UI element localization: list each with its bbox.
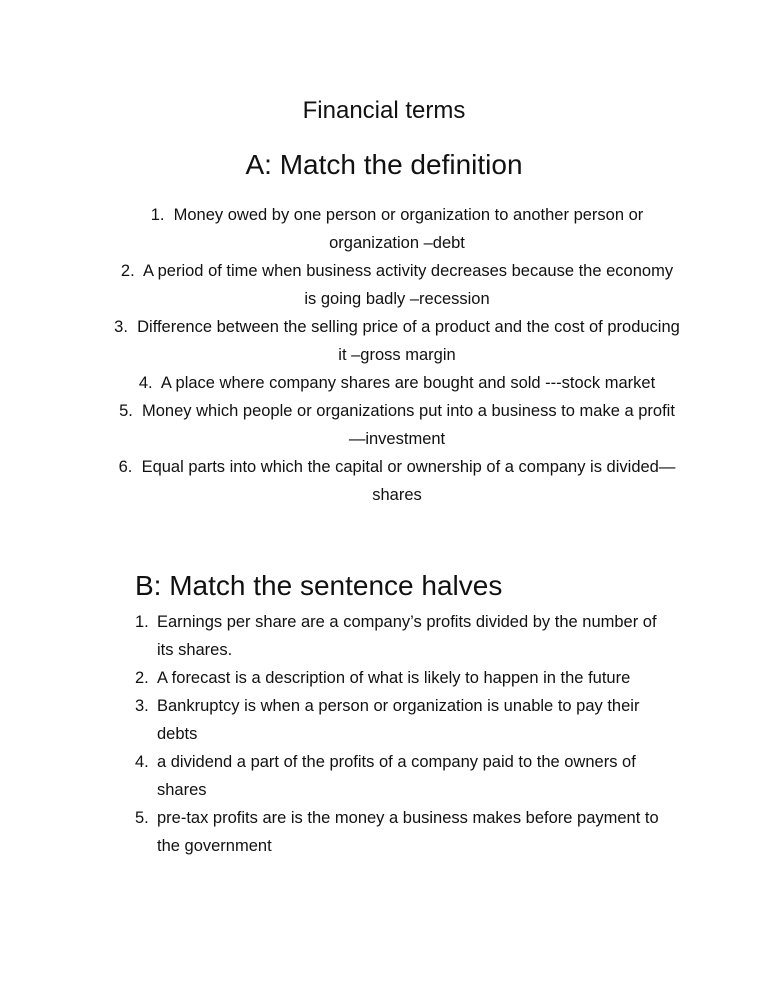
sentence-item xyxy=(135,608,675,664)
item-text: Equal parts into which the capital or ownership of a company is divided—shares xyxy=(141,458,676,504)
item-number: 1. xyxy=(135,613,149,631)
item-text: A forecast is a description of what is likely to happen in the future xyxy=(157,669,631,687)
item-number: 1. xyxy=(150,206,165,224)
sentence-item xyxy=(135,748,675,804)
item-text: A period of time when business activity decreases because the economy is going badly –recession xyxy=(142,262,674,308)
item-number: 2. xyxy=(120,262,135,280)
definition-item xyxy=(114,369,680,397)
item-number: 6. xyxy=(118,458,133,476)
definition-item xyxy=(114,257,680,313)
document-title: Financial terms xyxy=(302,97,466,124)
item-number: 3. xyxy=(135,697,149,715)
item-text: Earnings per share are a company’s profits divided by the number of its shares. xyxy=(157,613,657,659)
section-a-heading: A: Match the definition xyxy=(245,149,523,180)
definition-item xyxy=(114,397,680,453)
item-number: 3. xyxy=(114,318,128,336)
item-text: A place where company shares are bought and sold ---stock market xyxy=(160,374,656,392)
item-text: a dividend a part of the profits of a company paid to the owners of shares xyxy=(157,753,636,799)
item-text: pre-tax profits are is the money a business makes before payment to the government xyxy=(157,809,659,855)
section-b-list xyxy=(135,608,675,860)
item-text: Money which people or organizations put into a business to make a profit—investment xyxy=(142,402,675,448)
definition-item xyxy=(114,453,680,509)
definition-item xyxy=(114,201,680,257)
item-number: 5. xyxy=(135,809,149,827)
definition-item xyxy=(114,313,680,369)
section-b-heading: B: Match the sentence halves xyxy=(135,570,503,601)
item-text: Difference between the selling price of a product and the cost of producing it –gross margin xyxy=(137,318,680,364)
section-a-list xyxy=(114,201,680,509)
sentence-item xyxy=(135,804,675,860)
item-number: 2. xyxy=(135,669,149,687)
item-text: Bankruptcy is when a person or organization is unable to pay their debts xyxy=(157,697,640,743)
sentence-item xyxy=(135,664,675,692)
item-text: Money owed by one person or organization to another person or organization –debt xyxy=(173,206,644,252)
sentence-item xyxy=(135,692,675,748)
item-number: 5. xyxy=(119,402,133,420)
item-number: 4. xyxy=(135,753,149,771)
item-number: 4. xyxy=(138,374,153,392)
